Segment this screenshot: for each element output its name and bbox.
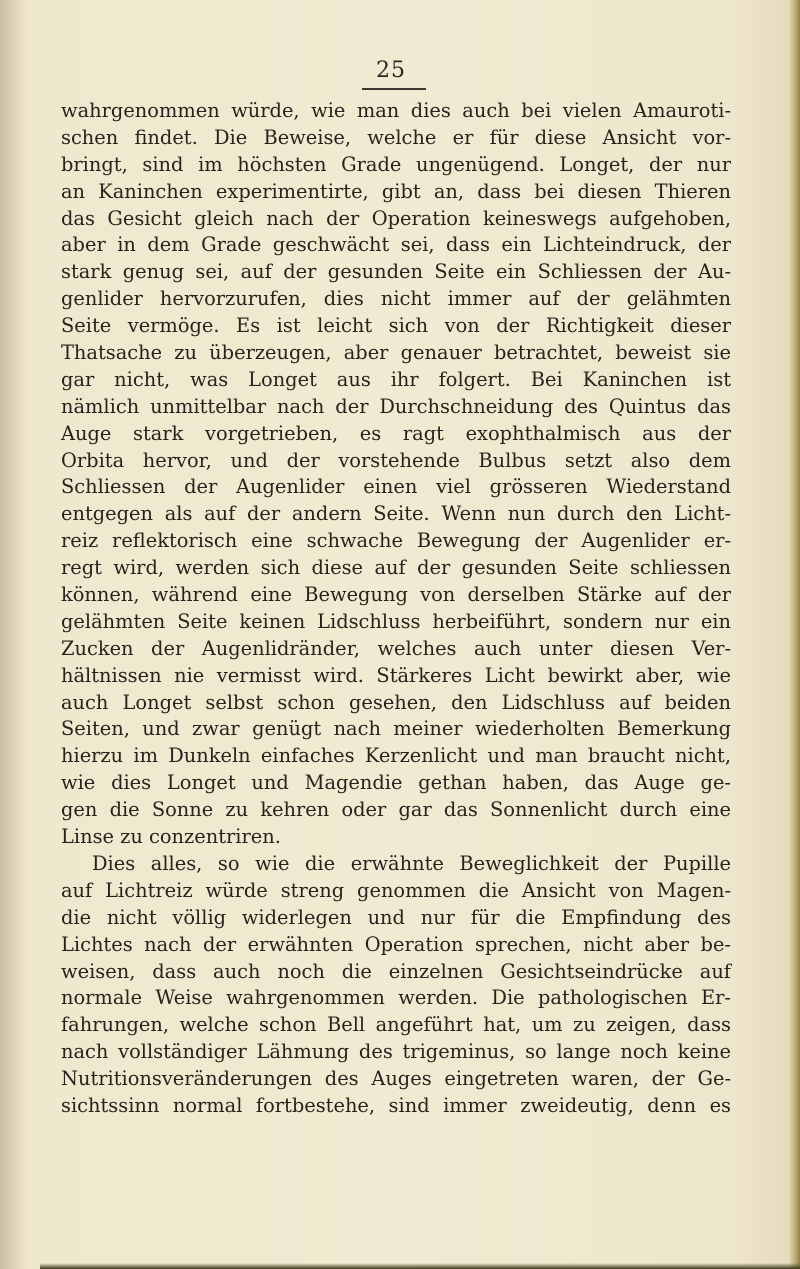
body-text <box>61 98 731 1120</box>
text-line: bringt, sind im höchsten Grade ungenügend. Longet, der nur <box>61 152 731 176</box>
text-line: gen die Sonne zu kehren oder gar das Sonnenlicht durch eine <box>61 798 731 822</box>
text-line: auch Longet selbst schon gesehen, den Lidschluss auf beiden <box>61 690 731 714</box>
text-line: Seite vermöge. Es ist leicht sich von der Richtigkeit dieser <box>61 314 731 338</box>
text-line: stark genug sei, auf der gesunden Seite ein Schliessen der Au- <box>61 260 731 284</box>
text-line: nämlich unmittelbar nach der Durchschneidung des Quintus das <box>61 394 731 418</box>
text-line: nach vollständiger Lähmung des trigeminus, so lange noch keine <box>61 1040 731 1064</box>
text-line: Lichtes nach der erwähnten Operation sprechen, nicht aber be- <box>61 932 731 956</box>
text-line: wahrgenommen würde, wie man dies auch bei vielen Amauroti- <box>61 99 731 122</box>
page-number-rule <box>362 88 426 90</box>
text-line: Linse zu conzentriren. <box>61 825 281 849</box>
text-line: regt wird, werden sich diese auf der gesunden Seite schliessen <box>61 556 731 580</box>
gutter-shadow <box>0 0 26 1269</box>
text-line: wie dies Longet und Magendie gethan haben, das Auge ge- <box>61 771 731 795</box>
text-line: schen findet. Die Beweise, welche er für diese Ansicht vor- <box>61 125 731 149</box>
text-line: Seiten, und zwar genügt nach meiner wiederholten Bemerkung <box>61 717 731 741</box>
text-line: gelähmten Seite keinen Lidschluss herbeiführt, sondern nur ein <box>61 609 731 633</box>
text-line: an Kaninchen experimentirte, gibt an, dass bei diesen Thieren <box>61 179 731 203</box>
text-line: Zucken der Augenlidränder, welches auch unter diesen Ver- <box>61 636 731 660</box>
text-line: aber in dem Grade geschwächt sei, dass ein Lichteindruck, der <box>61 233 731 257</box>
text-line: Dies alles, so wie die erwähnte Beweglichkeit der Pupille <box>92 851 731 875</box>
text-line: Nutritionsveränderungen des Auges eingetreten waren, der Ge- <box>61 1067 731 1091</box>
text-line: Auge stark vorgetrieben, es ragt exophthalmisch aus der <box>61 421 731 445</box>
text-line: Schliessen der Augenlider einen viel grösseren Wiederstand <box>61 475 731 499</box>
text-line: gar nicht, was Longet aus ihr folgert. Bei Kaninchen ist <box>61 367 731 391</box>
text-line: das Gesicht gleich nach der Operation keineswegs aufgehoben, <box>61 206 731 230</box>
text-line: weisen, dass auch noch die einzelnen Gesichtseindrücke auf <box>61 959 731 983</box>
bottom-edge <box>40 1263 800 1269</box>
text-line: sichtssinn normal fortbestehe, sind immer zweideutig, denn es <box>61 1093 731 1117</box>
text-line: entgegen als auf der andern Seite. Wenn nun durch den Licht- <box>61 502 731 526</box>
text-line: hältnissen nie vermisst wird. Stärkeres Licht bewirkt aber, wie <box>61 663 731 687</box>
text-line: normale Weise wahrgenommen werden. Die pathologischen Er- <box>61 986 731 1010</box>
text-line: genlider hervorzurufen, dies nicht immer auf der gelähmten <box>61 287 731 311</box>
text-line: Thatsache zu überzeugen, aber genauer betrachtet, beweist sie <box>61 341 731 365</box>
text-line: auf Lichtreiz würde streng genommen die Ansicht von Magen- <box>61 878 731 902</box>
page-number: 25 <box>376 58 406 83</box>
text-line: die nicht völlig widerlegen und nur für die Empfindung des <box>61 905 731 929</box>
text-line: Orbita hervor, und der vorstehende Bulbus setzt also dem <box>61 448 731 472</box>
text-line: fahrungen, welche schon Bell angeführt hat, um zu zeigen, dass <box>61 1013 731 1037</box>
text-line: hierzu im Dunkeln einfaches Kerzenlicht und man braucht nicht, <box>61 744 731 768</box>
text-line: reiz reflektorisch eine schwache Bewegung der Augenlider er- <box>61 529 731 553</box>
text-line: können, während eine Bewegung von derselben Stärke auf der <box>61 583 731 607</box>
page-edge <box>790 0 800 1269</box>
